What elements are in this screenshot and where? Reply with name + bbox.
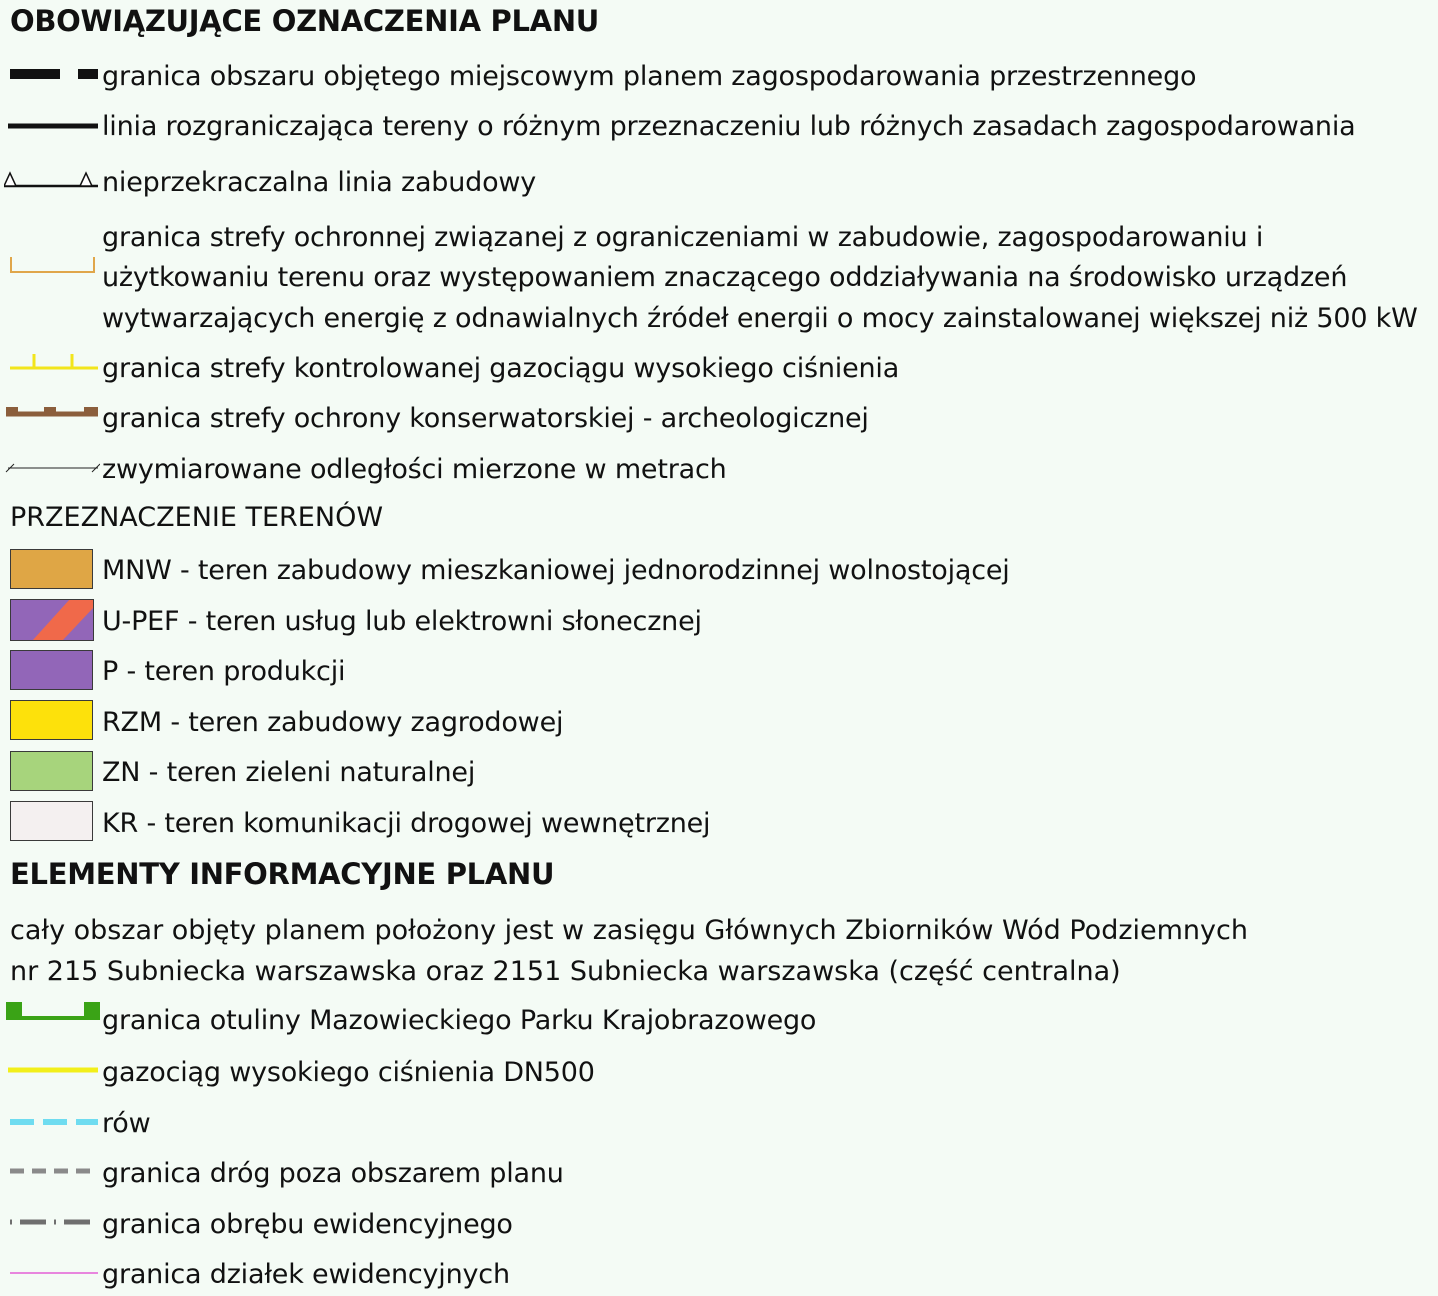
swatch-mnw [10,549,93,589]
legend-label-line: wytwarzających energię z odnawialnych źródeł energii o mocy zainstalowanej większej niż 500 kW [102,303,1418,334]
protection-zone-symbol [4,254,100,276]
legend-label: KR - teren komunikacji drogowej wewnętrznej [102,808,711,839]
swatch-zn [10,751,93,791]
swatch-rzm [10,700,93,740]
legend-label: granica dróg poza obszarem planu [102,1158,564,1189]
building-line-symbol [4,168,100,190]
legend-label: granica obszaru objętego miejscowym planem zagospodarowania przestrzennego [102,61,1197,92]
legend-label: granica strefy ochrony konserwatorskiej - archeologicznej [102,403,869,434]
section-title-informacyjne: ELEMENTY INFORMACYJNE PLANU [10,857,555,891]
legend-label: granica obrębu ewidencyjnego [102,1209,513,1240]
legend-label: RZM - teren zabudowy zagrodowej [102,707,564,738]
legend-label-line: granica strefy ochronnej związanej z ograniczeniami w zabudowie, zagospodarowaniu i [102,222,1264,253]
legend-label: linia rozgraniczająca tereny o różnym przeznaczeniu lub różnych zasadach zagospodarowania [102,111,1356,142]
section-title-obowiazujace: OBOWIĄZUJĄCE OZNACZENIA PLANU [10,4,600,38]
park-buffer-symbol [4,1000,100,1024]
legend-label: granica działek ewidencyjnych [102,1259,510,1290]
legend-label-line: użytkowaniu terenu oraz występowaniem znaczącego oddziaływania na środowisko urządzeń [102,262,1348,293]
gas-pipeline-symbol [4,1062,100,1078]
legend-label: U-PEF - teren usług lub elektrowni słonecznej [102,606,702,637]
ditch-symbol [4,1114,100,1130]
dimension-line-symbol [4,456,100,476]
road-boundary-symbol [4,1163,100,1179]
swatch-u-pef [10,599,94,641]
archaeology-zone-symbol [4,404,100,424]
legend-label: zwymiarowane odległości mierzone w metrach [102,454,727,485]
legend-label: ZN - teren zieleni naturalnej [102,757,476,788]
info-paragraph-line: nr 215 Subniecka warszawska oraz 2151 Subniecka warszawska (część centralna) [10,956,1121,987]
swatch-p [10,650,93,690]
legend-label: granica otuliny Mazowieckiego Parku Krajobrazowego [102,1005,817,1036]
legend-label: MNW - teren zabudowy mieszkaniowej jednorodzinnej wolnostojącej [102,555,1010,586]
legend-label: P - teren produkcji [102,656,346,687]
section-title-przeznaczenie: PRZEZNACZENIE TERENÓW [10,502,384,533]
legend-label: gazociąg wysokiego ciśnienia DN500 [102,1057,595,1088]
parcel-boundary-symbol [4,1266,100,1280]
gas-zone-symbol [4,350,100,374]
info-paragraph-line: cały obszar objęty planem położony jest w zasięgu Głównych Zbiorników Wód Podziemnych [10,915,1248,946]
demarcation-line-symbol [4,118,100,134]
dashed-boundary-symbol [4,66,100,86]
swatch-kr [10,801,93,841]
legend-label: granica strefy kontrolowanej gazociągu wysokiego ciśnienia [102,353,900,384]
district-boundary-symbol [4,1214,100,1230]
legend-label: rów [102,1108,151,1139]
legend-label: nieprzekraczalna linia zabudowy [102,167,537,198]
